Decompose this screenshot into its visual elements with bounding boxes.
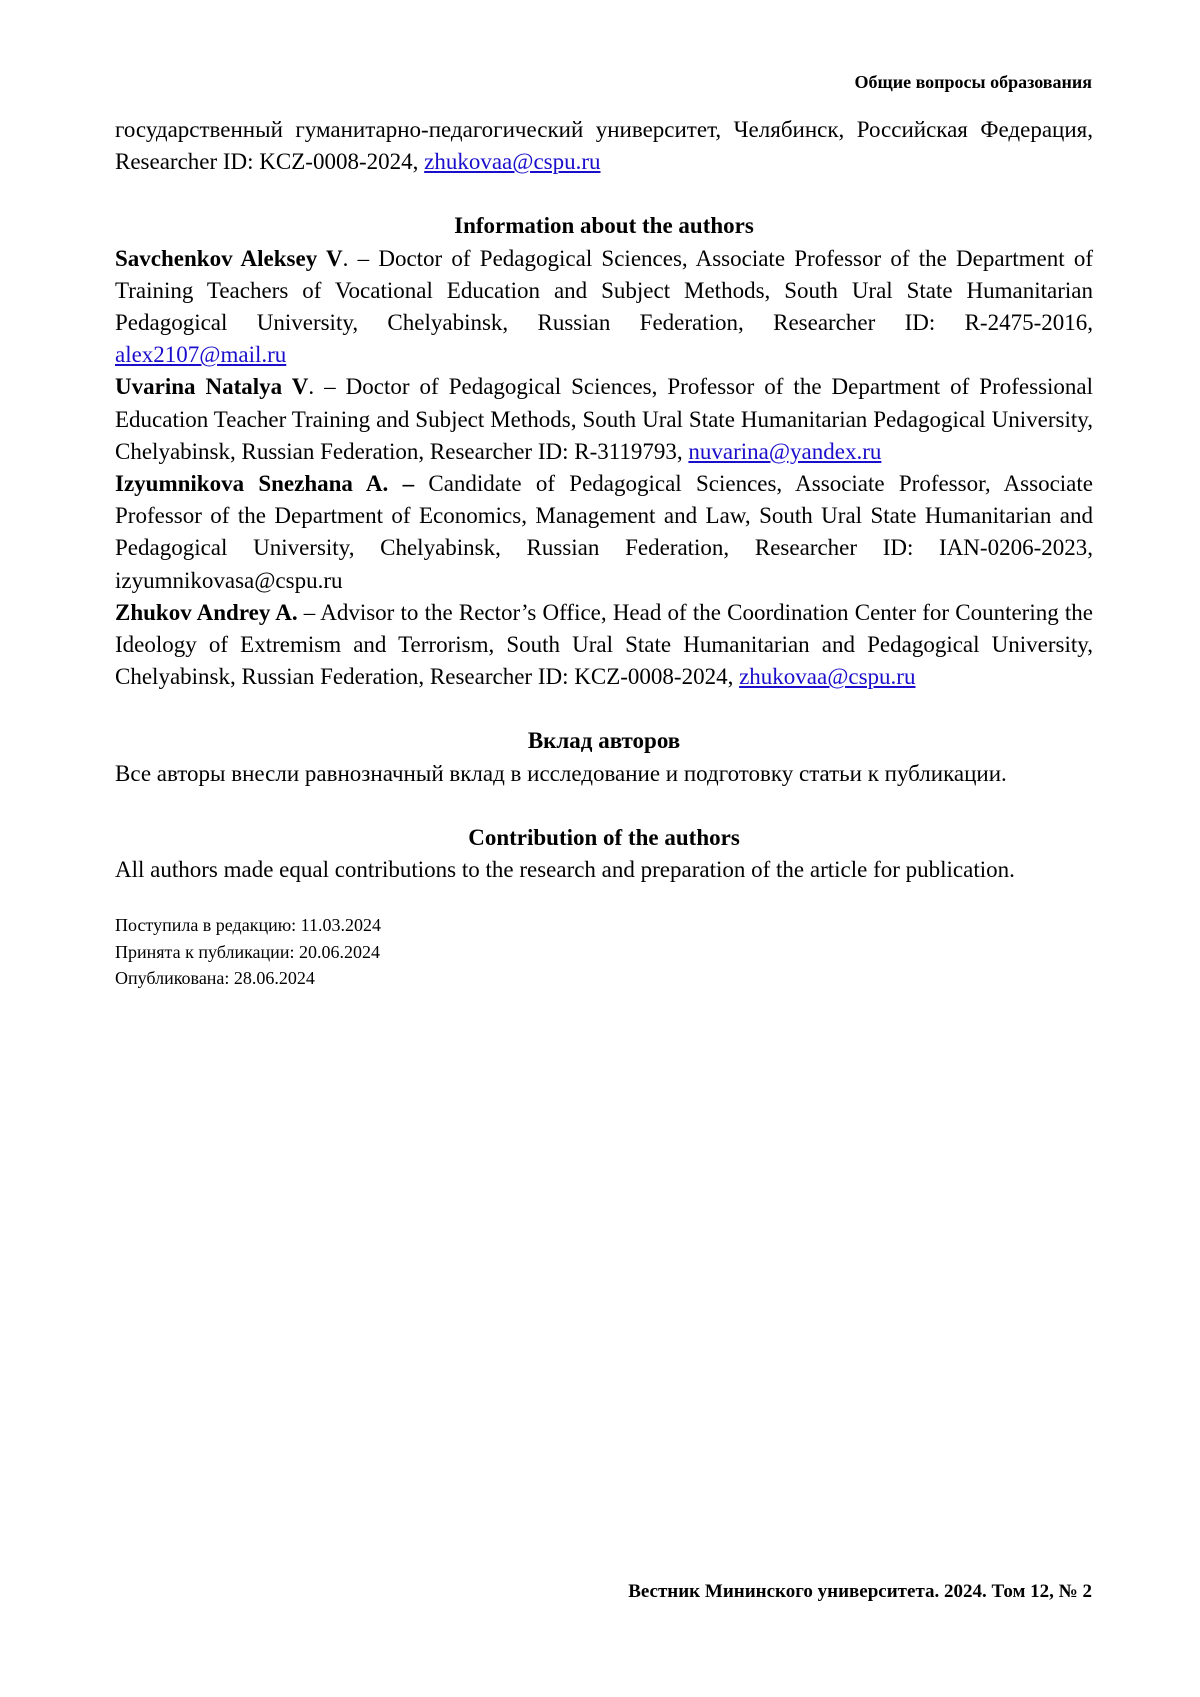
date-published: Опубликована: 28.06.2024 (115, 968, 315, 989)
running-footer: Вестник Мининского университета. 2024. Том 12, № 2 (628, 1581, 1092, 1602)
author-name-suffix: . – (342, 245, 370, 271)
author-description: Candidate of Pedagogical Sciences, Associate Professor, Associate Professor of the Department of Economics, Management and Law, South Ural State Humanitarian and Pedagogical University, Chelyabinsk, Russian Federation, Researcher ID: IAN-0206-2023, izyumnikovasa@cspu.ru (115, 471, 1093, 593)
intro-email-link[interactable]: zhukovaa@cspu.ru (424, 149, 601, 175)
intro-text: государственный гуманитарно-педагогический университет, Челябинск, Российская Федерация, Researcher ID: KCZ-0008-2024, (115, 117, 1093, 175)
intro-paragraph (115, 114, 1093, 178)
contribution-en-text: All authors made equal contributions to the research and preparation of the article for publication. (115, 857, 1015, 883)
author-entry-zhukov (115, 597, 1093, 694)
author-name: Zhukov Andrey A. (115, 599, 298, 625)
author-description: Advisor to the Rector’s Office, Head of the Coordination Center for Countering the Ideology of Extremism and Terrorism, South Ural State Humanitarian and Pedagogical University, Chelyabinsk, Russian Federation, Researcher ID: KCZ-0008-2024, (115, 599, 1093, 690)
contribution-ru-text: Все авторы внесли равнозначный вклад в исследование и подготовку статьи к публикации. (115, 760, 1007, 786)
author-entry-savchenkov (115, 243, 1093, 372)
author-description: Doctor of Pedagogical Sciences, Associate Professor of the Department of Training Teachers of Vocational Education and Subject Methods, South Ural State Humanitarian Pedagogical University, Chelyabinsk, Russian Federation, Researcher ID: R-2475-2016, (115, 245, 1094, 336)
author-description: Doctor of Pedagogical Sciences, Professor of the Department of Professional Education Teacher Training and Subject Methods, South Ural State Humanitarian Pedagogical University, Chelyabinsk, Russian Federation, Researcher ID: R-3119793, (115, 374, 1094, 464)
contribution-en-heading: Contribution of the authors (468, 824, 740, 850)
author-name: Uvarina Natalya V (115, 374, 309, 400)
author-entry-uvarina (115, 371, 1093, 468)
author-email-link[interactable]: zhukovaa@cspu.ru (739, 664, 916, 690)
page-content (115, 114, 1093, 992)
author-email-link[interactable]: alex2107@mail.ru (115, 342, 287, 368)
author-email-link[interactable]: nuvarina@yandex.ru (688, 438, 882, 464)
authors-info-heading: Information about the authors (454, 213, 754, 239)
author-name: Savchenkov Aleksey V (115, 245, 343, 271)
date-accepted: Принята к публикации: 20.06.2024 (115, 941, 380, 962)
author-name-suffix: – (297, 599, 316, 625)
running-header: Общие вопросы образования (854, 72, 1092, 92)
author-name: Izyumnikova Snezhana A. – (115, 471, 415, 497)
author-entry-izyumnikova (115, 468, 1093, 597)
contribution-ru-heading: Вклад авторов (527, 728, 681, 754)
author-name-suffix: . – (308, 374, 336, 400)
publication-dates (115, 912, 1093, 992)
date-received: Поступила в редакцию: 11.03.2024 (115, 915, 381, 936)
